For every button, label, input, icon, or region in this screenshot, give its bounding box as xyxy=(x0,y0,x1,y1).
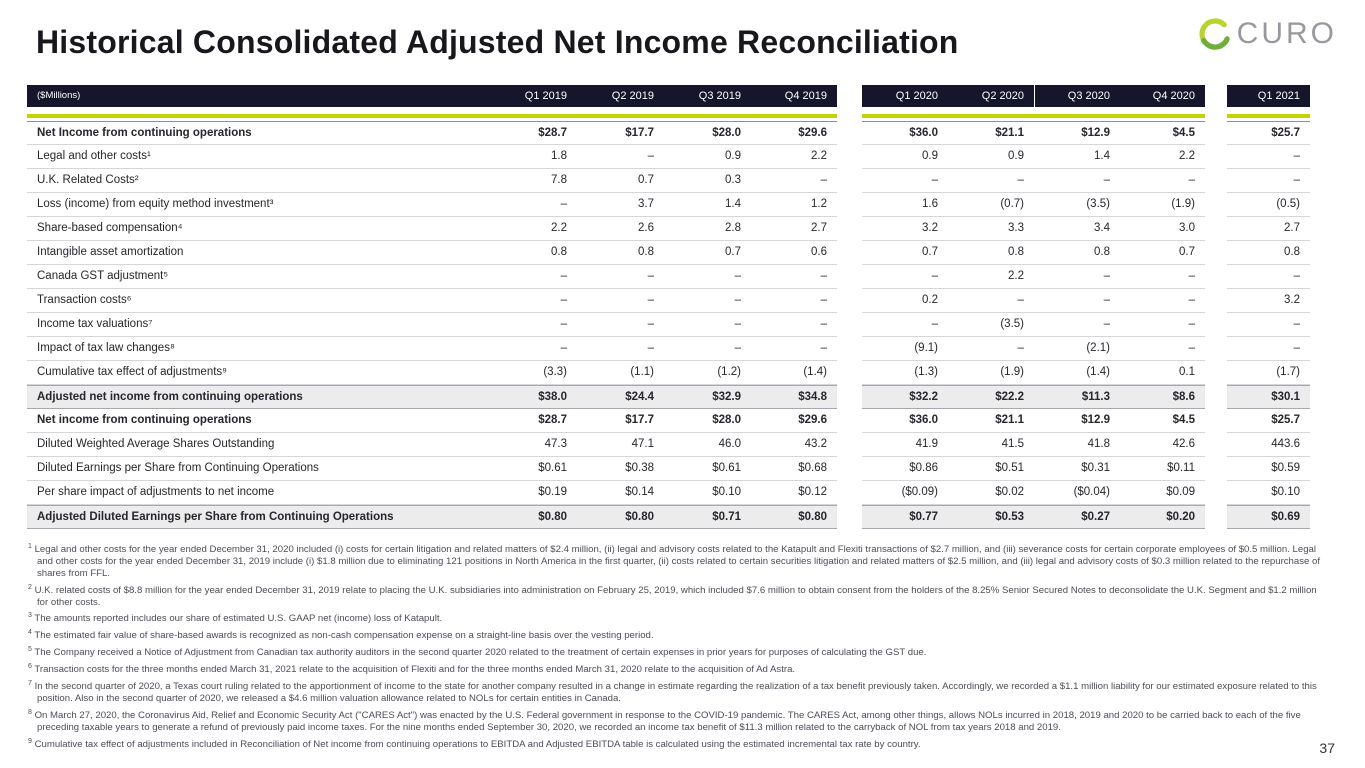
column-gap xyxy=(837,289,862,313)
column-gap xyxy=(837,361,862,385)
cell-value: – xyxy=(948,337,1034,361)
cell-value: $32.9 xyxy=(664,385,751,409)
cell-value: – xyxy=(1034,289,1120,313)
cell-value: 0.8 xyxy=(948,241,1034,265)
row-label: Diluted Weighted Average Shares Outstanding xyxy=(27,433,490,457)
column-gap xyxy=(837,193,862,217)
cell-value: 2.7 xyxy=(1227,217,1310,241)
footnote-number: 3 xyxy=(28,612,32,620)
cell-value: – xyxy=(664,289,751,313)
cell-value: – xyxy=(1120,289,1205,313)
cell-value: $21.1 xyxy=(948,121,1034,145)
column-gap xyxy=(837,121,862,145)
cell-value: $11.3 xyxy=(1034,385,1120,409)
column-gap xyxy=(1205,265,1227,289)
cell-value: $4.5 xyxy=(1120,409,1205,433)
cell-value: $28.7 xyxy=(490,121,577,145)
table-row xyxy=(27,121,1310,145)
cell-value: – xyxy=(862,265,948,289)
cell-value: 2.2 xyxy=(1120,145,1205,169)
cell-value: $28.0 xyxy=(664,121,751,145)
cell-value: – xyxy=(490,313,577,337)
footnote-text: The amounts reported includes our share of estimated U.S. GAAP net (income) loss of Katapult. xyxy=(34,613,443,625)
cell-value: – xyxy=(490,193,577,217)
table-row xyxy=(27,265,1310,289)
cell-value: 47.3 xyxy=(490,433,577,457)
accent-rule-segment xyxy=(862,114,1205,118)
cell-value: $0.14 xyxy=(577,481,664,505)
cell-value: $0.27 xyxy=(1034,505,1120,529)
cell-value: $0.12 xyxy=(751,481,837,505)
cell-value: (1.4) xyxy=(751,361,837,385)
table-unit-label: ($Millions) xyxy=(27,85,490,107)
cell-value: $30.1 xyxy=(1227,385,1310,409)
footnote-text: The Company received a Notice of Adjustment from Canadian tax authority auditors in the second quarter 2020 related to the treatment of certain expenses in prior years for purposes of calculating the GST due. xyxy=(34,647,927,659)
cell-value: 46.0 xyxy=(664,433,751,457)
cell-value: 0.8 xyxy=(490,241,577,265)
row-label: Legal and other costs¹ xyxy=(27,145,490,169)
curo-swoosh-icon xyxy=(1197,16,1233,52)
footnote-number: 5 xyxy=(28,646,32,654)
cell-value: $0.20 xyxy=(1120,505,1205,529)
cell-value: 47.1 xyxy=(577,433,664,457)
reconciliation-table xyxy=(27,85,1310,529)
footnote-text: Legal and other costs for the year ended December 31, 2020 included (i) costs for certain litigation and related matters of $2.4 million, (ii) legal and advisory costs related to the Katapult and Flexiti transactions of $2.7 million, and (iii) severance costs for certain corporate employees of $0.5 million. Legal and other costs for the year ended December 31, 2019 include (i) $1.8 million due to eliminating 121 positions in North America in the first quarter, (ii) costs related to certain securities litigation and related matters of $2.5 million, and (iii) legal and advisory costs of $0.3 million related to the repurchase of shares from FFL. xyxy=(34,544,1321,579)
cell-value: $0.61 xyxy=(664,457,751,481)
footnote-number: 6 xyxy=(28,663,32,671)
table-row xyxy=(27,481,1310,505)
cell-value: $0.10 xyxy=(664,481,751,505)
cell-value: (1.9) xyxy=(948,361,1034,385)
column-header: Q1 2021 xyxy=(1227,85,1310,107)
footnote-number: 8 xyxy=(28,709,32,717)
cell-value: $12.9 xyxy=(1034,121,1120,145)
footnote xyxy=(28,678,1330,705)
accent-rule-segment xyxy=(27,114,837,118)
cell-value: – xyxy=(577,313,664,337)
cell-value: – xyxy=(577,265,664,289)
cell-value: (3.5) xyxy=(948,313,1034,337)
cell-value: $0.80 xyxy=(751,505,837,529)
column-gap xyxy=(837,145,862,169)
cell-value: 0.9 xyxy=(862,145,948,169)
column-gap xyxy=(1205,85,1227,107)
column-gap xyxy=(1205,433,1227,457)
cell-value: – xyxy=(1120,169,1205,193)
cell-value: (1.1) xyxy=(577,361,664,385)
footnote-text: Cumulative tax effect of adjustments included in Reconciliation of Net income from continuing operations to EBITDA and Adjusted EBITDA table is calculated using the estimated incremental tax rate by country. xyxy=(34,739,921,751)
cell-value: 2.2 xyxy=(948,265,1034,289)
table-row xyxy=(27,193,1310,217)
table-row xyxy=(27,457,1310,481)
column-gap xyxy=(1205,457,1227,481)
column-header: Q3 2020 xyxy=(1034,85,1120,107)
column-gap xyxy=(1205,289,1227,313)
column-gap xyxy=(1205,169,1227,193)
cell-value: 0.9 xyxy=(664,145,751,169)
cell-value: $17.7 xyxy=(577,409,664,433)
cell-value: 0.6 xyxy=(751,241,837,265)
table-row xyxy=(27,505,1310,529)
header-accent-rule xyxy=(27,114,1310,118)
row-label: Cumulative tax effect of adjustments⁹ xyxy=(27,361,490,385)
column-gap xyxy=(1205,505,1227,529)
cell-value: $0.59 xyxy=(1227,457,1310,481)
cell-value: – xyxy=(1120,265,1205,289)
cell-value: – xyxy=(577,289,664,313)
table-row xyxy=(27,217,1310,241)
row-label: Canada GST adjustment⁵ xyxy=(27,265,490,289)
cell-value: – xyxy=(1034,265,1120,289)
column-gap xyxy=(837,385,862,409)
column-gap xyxy=(837,265,862,289)
footnote-text: The estimated fair value of share-based awards is recognized as non-cash compensation expense on a straight-line basis over the vesting period. xyxy=(34,630,654,642)
cell-value: – xyxy=(1227,337,1310,361)
column-header: Q4 2020 xyxy=(1120,85,1205,107)
cell-value: (2.1) xyxy=(1034,337,1120,361)
cell-value: $21.1 xyxy=(948,409,1034,433)
column-gap xyxy=(837,114,862,118)
cell-value: – xyxy=(664,313,751,337)
cell-value: – xyxy=(1227,169,1310,193)
row-label: Intangible asset amortization xyxy=(27,241,490,265)
cell-value: $29.6 xyxy=(751,121,837,145)
column-header: Q1 2020 xyxy=(862,85,948,107)
cell-value: 3.3 xyxy=(948,217,1034,241)
column-gap xyxy=(1205,193,1227,217)
column-gap xyxy=(1205,145,1227,169)
cell-value: 1.8 xyxy=(490,145,577,169)
cell-value: – xyxy=(577,337,664,361)
row-label: Net Income from continuing operations xyxy=(27,121,490,145)
cell-value: $0.68 xyxy=(751,457,837,481)
cell-value: $0.71 xyxy=(664,505,751,529)
cell-value: $36.0 xyxy=(862,409,948,433)
cell-value: – xyxy=(948,169,1034,193)
cell-value: $0.80 xyxy=(577,505,664,529)
cell-value: $0.38 xyxy=(577,457,664,481)
cell-value: 7.8 xyxy=(490,169,577,193)
row-label: Per share impact of adjustments to net income xyxy=(27,481,490,505)
cell-value: $17.7 xyxy=(577,121,664,145)
table-row xyxy=(27,145,1310,169)
footnotes xyxy=(28,541,1330,753)
cell-value: 3.0 xyxy=(1120,217,1205,241)
table-row xyxy=(27,361,1310,385)
cell-value: $0.80 xyxy=(490,505,577,529)
cell-value: 2.8 xyxy=(664,217,751,241)
column-gap xyxy=(1205,481,1227,505)
cell-value: $38.0 xyxy=(490,385,577,409)
cell-value: 0.7 xyxy=(577,169,664,193)
column-gap xyxy=(837,241,862,265)
cell-value: – xyxy=(1120,313,1205,337)
cell-value: (3.3) xyxy=(490,361,577,385)
cell-value: – xyxy=(751,265,837,289)
table-row xyxy=(27,337,1310,361)
cell-value: 1.4 xyxy=(664,193,751,217)
cell-value: $0.51 xyxy=(948,457,1034,481)
footnote-text: In the second quarter of 2020, a Texas court ruling related to the apportionment of income to the state for another company resulted in a change in estimate regarding the realization of a tax benefit previously taken. Accordingly, we recorded a $1.1 million liability for our estimated exposure related to this position. Also in the second quarter of 2020, we released a $4.6 million valuation allowance related to NOLs for certain entities in Canada. xyxy=(34,681,1317,705)
column-gap xyxy=(837,481,862,505)
column-gap xyxy=(1205,114,1227,118)
cell-value: $24.4 xyxy=(577,385,664,409)
row-label: Adjusted Diluted Earnings per Share from Continuing Operations xyxy=(27,505,490,529)
cell-value: – xyxy=(577,145,664,169)
cell-value: – xyxy=(664,265,751,289)
column-gap xyxy=(837,337,862,361)
footnote xyxy=(28,644,1330,659)
cell-value: $25.7 xyxy=(1227,409,1310,433)
cell-value: $0.61 xyxy=(490,457,577,481)
cell-value: 0.8 xyxy=(1034,241,1120,265)
cell-value: $22.2 xyxy=(948,385,1034,409)
cell-value: (3.5) xyxy=(1034,193,1120,217)
cell-value: – xyxy=(1034,313,1120,337)
cell-value: 3.2 xyxy=(1227,289,1310,313)
footnote-number: 2 xyxy=(28,583,32,591)
column-gap xyxy=(837,217,862,241)
cell-value: $0.10 xyxy=(1227,481,1310,505)
cell-value: $32.2 xyxy=(862,385,948,409)
cell-value: 1.4 xyxy=(1034,145,1120,169)
cell-value: $12.9 xyxy=(1034,409,1120,433)
cell-value: 0.1 xyxy=(1120,361,1205,385)
cell-value: 0.7 xyxy=(862,241,948,265)
page-number: 37 xyxy=(1319,740,1335,756)
cell-value: $8.6 xyxy=(1120,385,1205,409)
table-body xyxy=(27,121,1310,529)
cell-value: – xyxy=(862,169,948,193)
cell-value: 0.7 xyxy=(1120,241,1205,265)
cell-value: 3.4 xyxy=(1034,217,1120,241)
cell-value: 41.9 xyxy=(862,433,948,457)
cell-value: $0.86 xyxy=(862,457,948,481)
cell-value: (9.1) xyxy=(862,337,948,361)
column-gap xyxy=(837,85,862,107)
column-gap xyxy=(837,457,862,481)
cell-value: – xyxy=(1120,337,1205,361)
cell-value: 0.9 xyxy=(948,145,1034,169)
curo-logo xyxy=(1197,16,1337,52)
column-gap xyxy=(837,409,862,433)
footnote-number: 1 xyxy=(28,543,32,550)
cell-value: 0.3 xyxy=(664,169,751,193)
cell-value: 41.8 xyxy=(1034,433,1120,457)
footnote-number: 7 xyxy=(28,680,32,688)
cell-value: $36.0 xyxy=(862,121,948,145)
footnote xyxy=(28,627,1330,642)
page-title: Historical Consolidated Adjusted Net Income Reconciliation xyxy=(36,24,959,60)
table-row xyxy=(27,289,1310,313)
cell-value: – xyxy=(862,313,948,337)
cell-value: 1.6 xyxy=(862,193,948,217)
column-header: Q2 2019 xyxy=(577,85,664,107)
footnote-number: 4 xyxy=(28,629,32,637)
cell-value: $4.5 xyxy=(1120,121,1205,145)
cell-value: $0.77 xyxy=(862,505,948,529)
row-label: Loss (income) from equity method investment³ xyxy=(27,193,490,217)
cell-value: – xyxy=(948,289,1034,313)
column-gap xyxy=(1205,217,1227,241)
cell-value: – xyxy=(490,265,577,289)
footnote xyxy=(28,707,1330,734)
cell-value: 0.7 xyxy=(664,241,751,265)
table-row xyxy=(27,385,1310,409)
row-label: Share-based compensation⁴ xyxy=(27,217,490,241)
row-label: Impact of tax law changes⁸ xyxy=(27,337,490,361)
table-row xyxy=(27,433,1310,457)
cell-value: $0.53 xyxy=(948,505,1034,529)
footnote xyxy=(28,582,1330,609)
cell-value: 2.7 xyxy=(751,217,837,241)
table-row xyxy=(27,241,1310,265)
cell-value: $28.7 xyxy=(490,409,577,433)
row-label: Transaction costs⁶ xyxy=(27,289,490,313)
column-gap xyxy=(1205,241,1227,265)
column-gap xyxy=(1205,409,1227,433)
row-label: Income tax valuations⁷ xyxy=(27,313,490,337)
row-label: Adjusted net income from continuing operations xyxy=(27,385,490,409)
column-header: Q1 2019 xyxy=(490,85,577,107)
cell-value: (1.4) xyxy=(1034,361,1120,385)
row-label: Net income from continuing operations xyxy=(27,409,490,433)
cell-value: 0.8 xyxy=(577,241,664,265)
cell-value: 443.6 xyxy=(1227,433,1310,457)
cell-value: (1.7) xyxy=(1227,361,1310,385)
table-row xyxy=(27,409,1310,433)
cell-value: 3.7 xyxy=(577,193,664,217)
footnote-text: On March 27, 2020, the Coronavirus Aid, Relief and Economic Security Act ("CARES Act") was enacted by the U.S. Federal government in response to the COVID-19 pandemic. The CARES Act, among other things, allows NOLs incurred in 2018, 2019 and 2020 to be carried back to each of the five preceding taxable years to generate a refund of previously paid income taxes. For the nine months ended September 30, 2020, we recorded an income tax benefit of $11.3 million related to the carryback of NOL from tax years 2018 and 2019. xyxy=(34,710,1301,734)
cell-value: – xyxy=(1227,145,1310,169)
cell-value: 1.2 xyxy=(751,193,837,217)
footnote-number: 9 xyxy=(28,737,32,745)
cell-value: $29.6 xyxy=(751,409,837,433)
table-header-row xyxy=(27,85,1310,107)
cell-value: – xyxy=(751,289,837,313)
cell-value: 2.2 xyxy=(751,145,837,169)
cell-value: 41.5 xyxy=(948,433,1034,457)
cell-value: ($0.09) xyxy=(862,481,948,505)
table-row xyxy=(27,169,1310,193)
cell-value: – xyxy=(751,337,837,361)
cell-value: 3.2 xyxy=(862,217,948,241)
footnote xyxy=(28,610,1330,625)
cell-value: $0.02 xyxy=(948,481,1034,505)
cell-value: $0.31 xyxy=(1034,457,1120,481)
cell-value: 43.2 xyxy=(751,433,837,457)
column-gap xyxy=(837,433,862,457)
cell-value: (1.3) xyxy=(862,361,948,385)
column-gap xyxy=(1205,313,1227,337)
cell-value: – xyxy=(751,169,837,193)
footnote xyxy=(28,661,1330,676)
row-label: Diluted Earnings per Share from Continuing Operations xyxy=(27,457,490,481)
row-label: U.K. Related Costs² xyxy=(27,169,490,193)
footnote xyxy=(28,541,1330,580)
cell-value: $25.7 xyxy=(1227,121,1310,145)
footnote xyxy=(28,736,1330,751)
column-gap xyxy=(837,313,862,337)
cell-value: $0.69 xyxy=(1227,505,1310,529)
cell-value: 42.6 xyxy=(1120,433,1205,457)
cell-value: (1.9) xyxy=(1120,193,1205,217)
cell-value: – xyxy=(664,337,751,361)
column-gap xyxy=(1205,121,1227,145)
cell-value: – xyxy=(490,289,577,313)
cell-value: – xyxy=(751,313,837,337)
column-header: Q2 2020 xyxy=(948,85,1034,107)
column-header: Q4 2019 xyxy=(751,85,837,107)
cell-value: (1.2) xyxy=(664,361,751,385)
accent-rule-segment xyxy=(1227,114,1310,118)
column-gap xyxy=(1205,337,1227,361)
column-header: Q3 2019 xyxy=(664,85,751,107)
cell-value: 0.2 xyxy=(862,289,948,313)
cell-value: – xyxy=(1227,265,1310,289)
column-gap xyxy=(1205,385,1227,409)
cell-value: $0.09 xyxy=(1120,481,1205,505)
cell-value: 0.8 xyxy=(1227,241,1310,265)
cell-value: $34.8 xyxy=(751,385,837,409)
cell-value: $28.0 xyxy=(664,409,751,433)
cell-value: (0.5) xyxy=(1227,193,1310,217)
cell-value: – xyxy=(1034,169,1120,193)
cell-value: – xyxy=(1227,313,1310,337)
cell-value: (0.7) xyxy=(948,193,1034,217)
cell-value: – xyxy=(490,337,577,361)
cell-value: 2.2 xyxy=(490,217,577,241)
column-gap xyxy=(837,169,862,193)
column-gap xyxy=(1205,361,1227,385)
footnote-text: U.K. related costs of $8.8 million for the year ended December 31, 2019 relate to placing the U.K. subsidiaries into administration on February 25, 2019, which included $7.6 million to obtain consent from the holders of the 8.25% Senior Secured Notes to deconsolidate the U.K. Segment and $1.2 million for other costs. xyxy=(34,584,1317,608)
footnote-text: Transaction costs for the three months ended March 31, 2021 relate to the acquisition of Flexiti and for the three months ended March 31, 2020 relate to the acquisition of Ad Astra. xyxy=(34,664,796,676)
cell-value: 2.6 xyxy=(577,217,664,241)
column-gap xyxy=(837,505,862,529)
cell-value: ($0.04) xyxy=(1034,481,1120,505)
cell-value: $0.11 xyxy=(1120,457,1205,481)
curo-logo-text: CURO xyxy=(1236,17,1337,50)
table-row xyxy=(27,313,1310,337)
cell-value: $0.19 xyxy=(490,481,577,505)
